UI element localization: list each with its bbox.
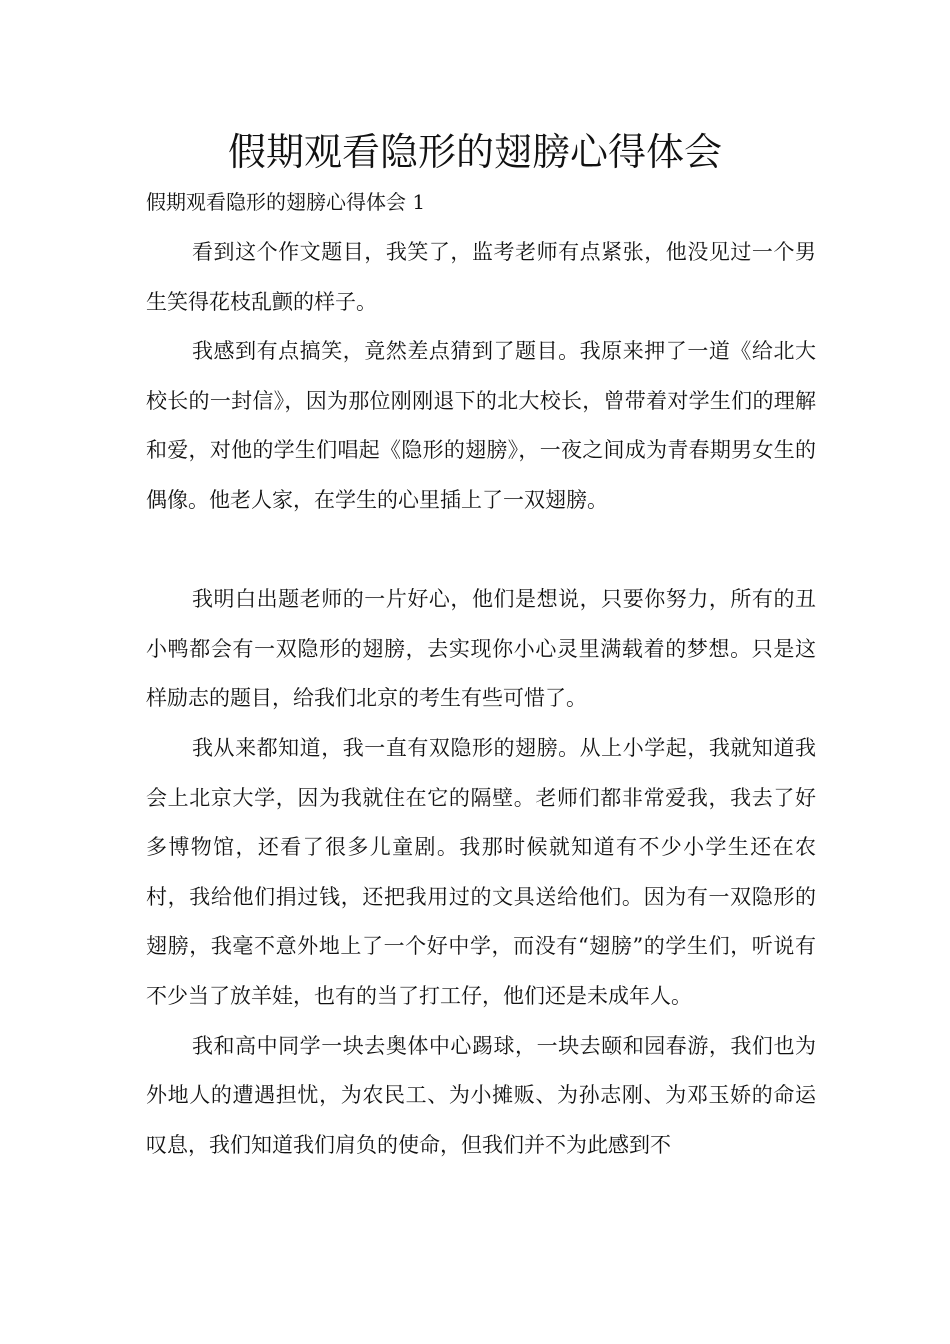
paragraph: 我感到有点搞笑，竟然差点猜到了题目。我原来押了一道《给北大校长的一封信》，因为那位刚刚退下的北大校长，曾带着对学生们的理解和爱，对他的学生们唱起《隐形的翅膀》，一夜之间成为青春期男女生的偶像。他老人家，在学生的心里插上了一双翅膀。 <box>146 339 816 512</box>
document-subtitle: 假期观看隐形的翅膀心得体会 1 <box>146 190 426 214</box>
paragraph: 我和高中同学一块去奥体中心踢球，一块去颐和园春游，我们也为外地人的遭遇担忧，为农民工、为小摊贩、为孙志刚、为邓玉娇的命运叹息，我们知道我们肩负的使命，但我们并不为此感到不 <box>146 1033 816 1157</box>
document-body <box>146 228 816 1170</box>
document-title: 假期观看隐形的翅膀心得体会 <box>227 130 722 174</box>
paragraph: 看到这个作文题目，我笑了，监考老师有点紧张，他没见过一个男生笑得花枝乱颤的样子。 <box>146 240 816 314</box>
paragraph: 我明白出题老师的一片好心，他们是想说，只要你努力，所有的丑小鸭都会有一双隐形的翅膀，去实现你小心灵里满载着的梦想。只是这样励志的题目，给我们北京的考生有些可惜了。 <box>146 587 816 711</box>
paragraph: 我从来都知道，我一直有双隐形的翅膀。从上小学起，我就知道我会上北京大学，因为我就住在它的隔壁。老师们都非常爱我，我去了好多博物馆，还看了很多儿童剧。我那时候就知道有不少小学生还在农村，我给他们捐过钱，还把我用过的文具送给他们。因为有一双隐形的翅膀，我毫不意外地上了一个好中学，而没有“翅膀”的学生们，听说有不少当了放羊娃，也有的当了打工仔，他们还是未成年人。 <box>146 735 816 1008</box>
